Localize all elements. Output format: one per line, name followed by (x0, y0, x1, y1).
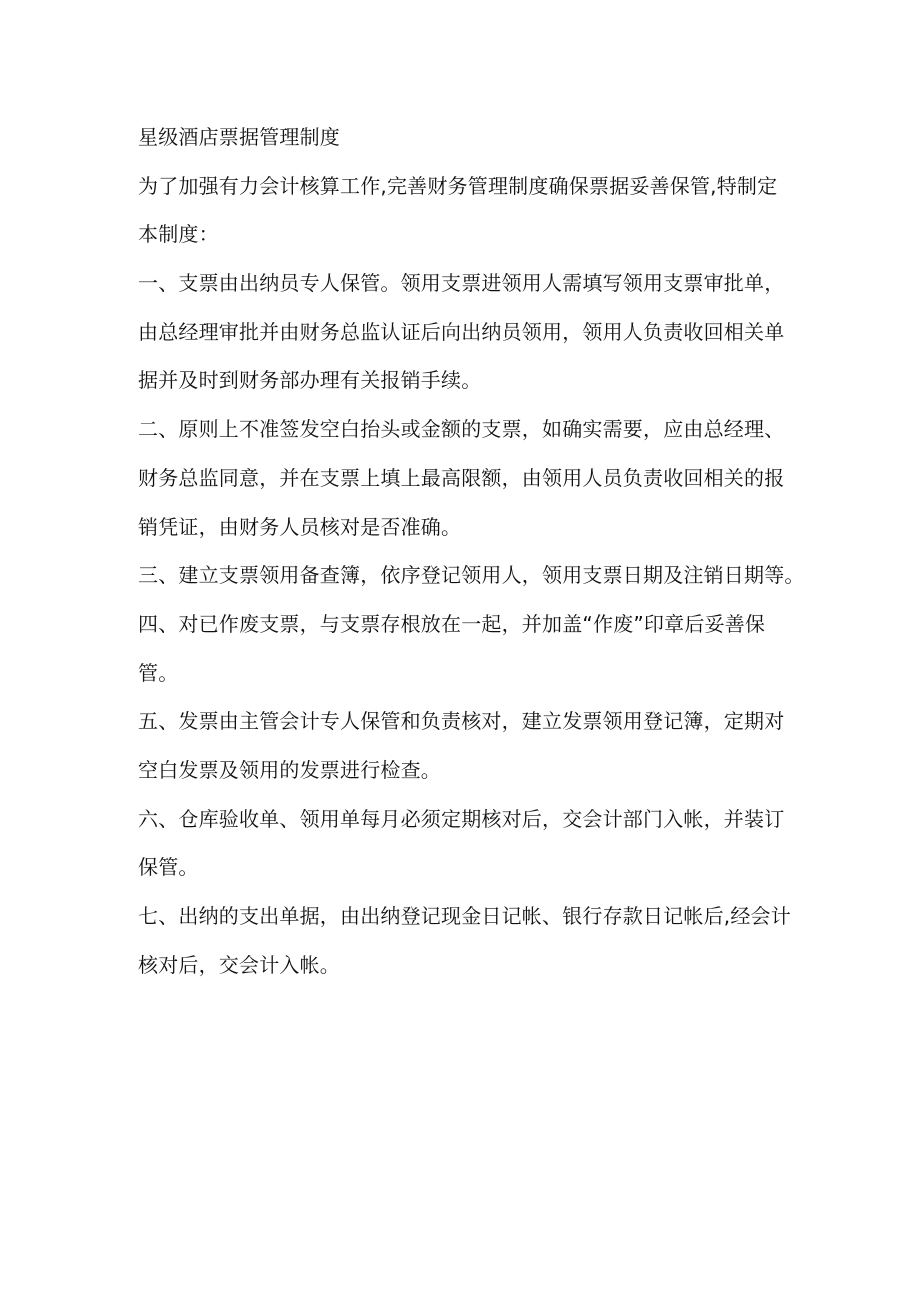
text-line-rule6-1: 六、仓库验收单、领用单每月必须定期核对后，交会计部门入帐，并装订 (138, 806, 785, 831)
document-title: 星级酒店票据管理制度 (138, 125, 340, 149)
text-line-rule4-1: 四、对已作废支票，与支票存根放在一起，并加盖“作废”印章后妥善保 (138, 611, 766, 636)
text-line-rule3-1: 三、建立支票领用备查簿，依序登记领用人，领用支票日期及注销日期等。 (138, 563, 805, 588)
text-line-rule2-1: 二、原则上不准签发空白抬头或金额的支票，如确实需要，应由总经理、 (138, 417, 785, 442)
text-line-rule1-3: 据并及时到财务部办理有关报销手续。 (138, 368, 482, 393)
document-body (138, 113, 805, 989)
text-line-rule1-1: 一、支票由出纳员专人保管。领用支票进领用人需填写领用支票审批单， (138, 271, 785, 296)
text-line-rule5-1: 五、发票由主管会计专人保管和负责核对，建立发票领用登记簿，定期对 (138, 709, 785, 734)
text-line-rule5-2: 空白发票及领用的发票进行检查。 (138, 757, 441, 782)
text-line-rule7-2: 核对后，交会计入帐。 (138, 952, 340, 977)
text-line-rule1-2: 由总经理审批并由财务总监认证后向出纳员领用，领用人负责收回相关单 (138, 319, 785, 344)
text-line-rule2-2: 财务总监同意，并在支票上填上最高限额，由领用人员负责收回相关的报 (138, 465, 785, 490)
text-line-rule7-1: 七、出纳的支出单据，由出纳登记现金日记帐、银行存款日记帐后,经会计 (138, 904, 791, 928)
text-line-rule4-2: 管。 (138, 660, 179, 685)
text-line-rule6-2: 保管。 (138, 855, 199, 880)
text-line-rule2-3: 销凭证，由财务人员核对是否准确。 (138, 514, 462, 539)
text-line-intro-2: 本制度： (138, 222, 219, 247)
text-line-intro-1: 为了加强有力会计核算工作,完善财务管理制度确保票据妥善保管,特制定 (138, 173, 778, 198)
